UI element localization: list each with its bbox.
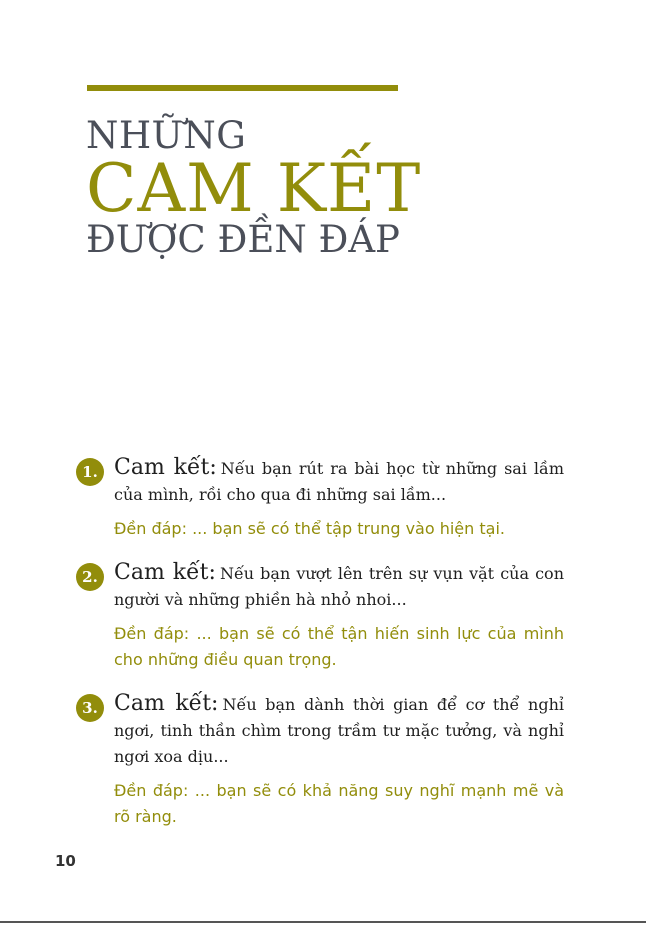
commitment-text [114, 691, 564, 770]
commitment-item-1 [76, 455, 564, 542]
commitment-body: Nếu bạn rút ra bài học từ những sai lầm của mình, rồi cho qua đi những sai lầm... [114, 459, 564, 504]
reward-text: Đền đáp: ... bạn sẽ có khả năng suy nghĩ mạnh mẽ và rõ ràng. [114, 781, 564, 826]
commitment-text [114, 560, 564, 613]
item-number-badge: 2. [76, 563, 104, 591]
reward-text: Đền đáp: ... bạn sẽ có thể tận hiến sinh lực của mình cho những điều quan trọng. [114, 624, 564, 669]
commitment-label: Cam kết: [114, 560, 216, 585]
commitment-list [76, 455, 564, 848]
item-number-badge: 1. [76, 458, 104, 486]
commitment-label: Cam kết: [114, 691, 219, 716]
item-number-badge: 3. [76, 694, 104, 722]
reward-text: Đền đáp: ... bạn sẽ có thể tập trung vào hiện tại. [114, 519, 505, 538]
commitment-body: Nếu bạn dành thời gian để cơ thể nghỉ ngơi, tinh thần chìm trong trầm tư mặc tưởng, và nghỉ ngơi xoa dịu... [114, 695, 564, 766]
title-line-1: NHỮNG [86, 114, 247, 157]
bottom-divider [0, 921, 646, 923]
page-title [86, 113, 421, 263]
title-accent-bar [87, 85, 398, 91]
title-line-3: ĐƯỢC ĐỀN ĐÁP [86, 218, 400, 261]
commitment-body: Nếu bạn vượt lên trên sự vụn vặt của con người và những phiền hà nhỏ nhoi... [114, 564, 564, 609]
title-line-2: CAM KẾT [86, 150, 422, 227]
commitment-text [114, 455, 564, 508]
commitment-label: Cam kết: [114, 455, 217, 480]
commitment-item-2 [76, 560, 564, 673]
page-number: 10 [55, 852, 76, 870]
commitment-item-3 [76, 691, 564, 830]
